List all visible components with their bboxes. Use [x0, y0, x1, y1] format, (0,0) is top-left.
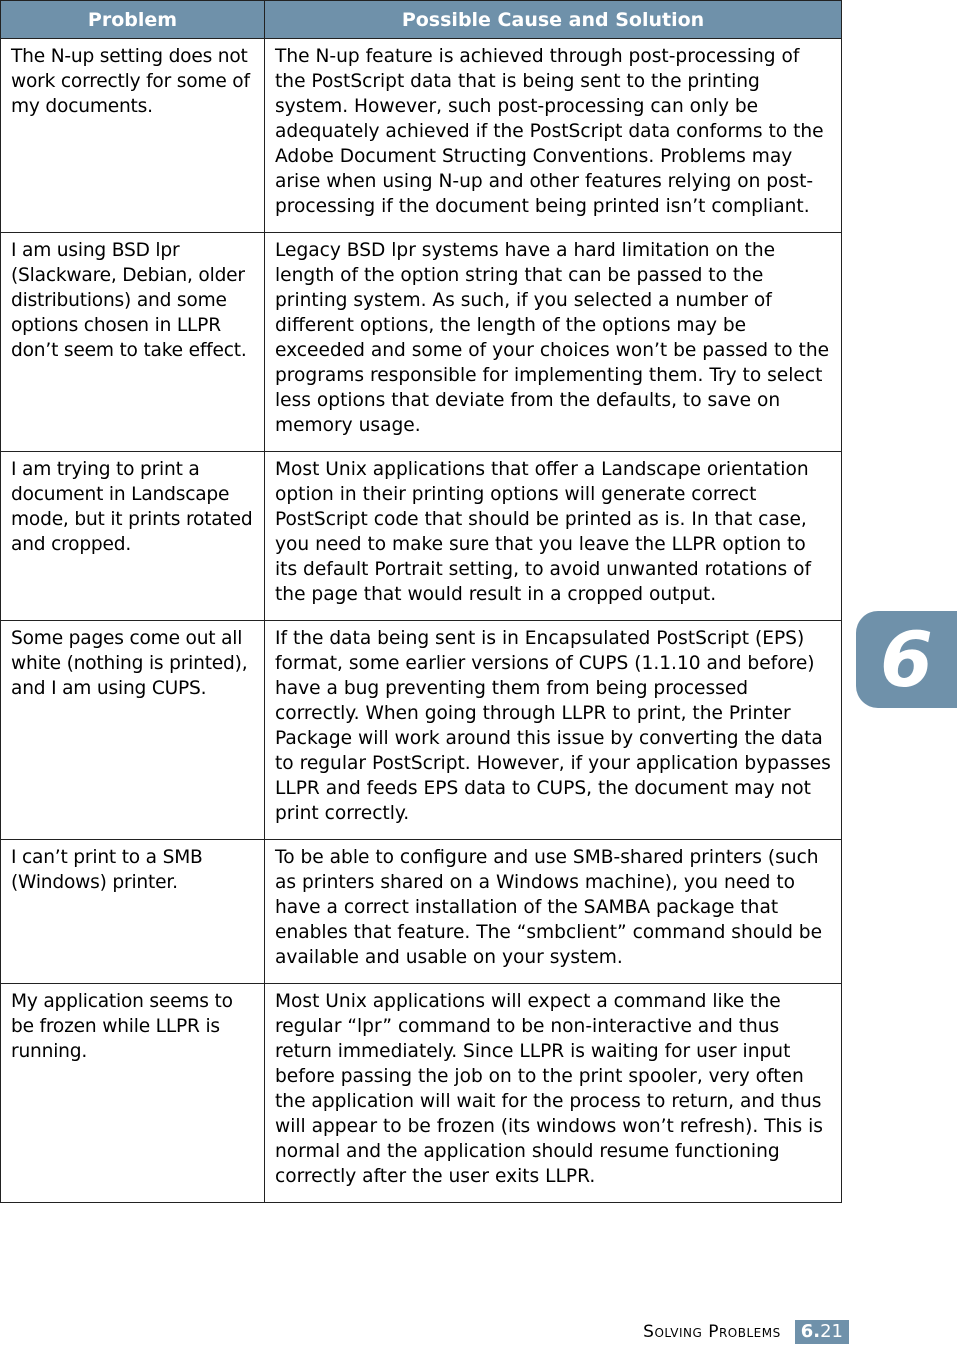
page-footer — [643, 1320, 849, 1344]
table-row — [1, 39, 842, 233]
page-number-badge — [795, 1320, 849, 1344]
problem-cell: Some pages come out all white (nothing is printed), and I am using CUPS. — [1, 621, 265, 840]
problem-cell: I can’t print to a SMB (Windows) printer. — [1, 840, 265, 984]
problem-cell: I am trying to print a document in Landscape mode, but it prints rotated and cropped. — [1, 452, 265, 621]
table-row — [1, 621, 842, 840]
table-row — [1, 233, 842, 452]
solution-cell: Legacy BSD lpr systems have a hard limitation on the length of the option string that can be passed to the printing system. As such, if you selected a number of different options, the length of the options may be exceeded and some of your choices won’t be passed to the programs responsible for implementing them. Try to select less options that deviate from the defaults, to save on memory usage. — [265, 233, 842, 452]
solution-cell: To be able to configure and use SMB-shared printers (such as printers shared on a Windows machine), you need to have a correct installation of the SAMBA package that enables that feature. The “smbclient” command should be available and usable on your system. — [265, 840, 842, 984]
problem-cell: The N-up setting does not work correctly for some of my documents. — [1, 39, 265, 233]
footer-section-title: Solving Problems — [643, 1322, 781, 1342]
page-chapter: 6. — [800, 1321, 821, 1342]
table-row — [1, 984, 842, 1203]
page-number: 21 — [820, 1321, 843, 1342]
problem-cell: My application seems to be frozen while LLPR is running. — [1, 984, 265, 1203]
chapter-tab: 6 — [856, 611, 957, 708]
solution-cell: Most Unix applications that offer a Landscape orientation option in their printing options will generate correct PostScript code that should be printed as is. In that case, you need to make sure that you leave the LLPR option to its default Portrait setting, to avoid unwanted rotations of the page that would result in a cropped output. — [265, 452, 842, 621]
solution-cell: The N-up feature is achieved through post-processing of the PostScript data that is being sent to the printing system. However, such post-processing can only be adequately achieved if the PostScript data conforms to the Adobe Document Structing Conventions. Problems may arise when using N-up and other features relying on post-processing if the document being printed isn’t compliant. — [265, 39, 842, 233]
table-row — [1, 840, 842, 984]
problem-cell: I am using BSD lpr (Slackware, Debian, older distributions) and some options chosen in LLPR don’t seem to take effect. — [1, 233, 265, 452]
header-cause-solution: Possible Cause and Solution — [265, 1, 842, 39]
table-header-row — [1, 1, 842, 39]
header-problem: Problem — [1, 1, 265, 39]
solution-cell: Most Unix applications will expect a command like the regular “lpr” command to be non-interactive and thus return immediately. Since LLPR is waiting for user input before passing the job on to the print spooler, very often the application will wait for the process to return, and thus will appear to be frozen (its windows won’t refresh). This is normal and the application should resume functioning correctly after the user exits LLPR. — [265, 984, 842, 1203]
solution-cell: If the data being sent is in Encapsulated PostScript (EPS) format, some earlier versions of CUPS (1.1.10 and before) have a bug preventing them from being processed correctly. When going through LLPR to print, the Printer Package will work around this issue by converting the data to regular PostScript. However, if your application bypasses LLPR and feeds EPS data to CUPS, the document may not print correctly. — [265, 621, 842, 840]
table-row — [1, 452, 842, 621]
